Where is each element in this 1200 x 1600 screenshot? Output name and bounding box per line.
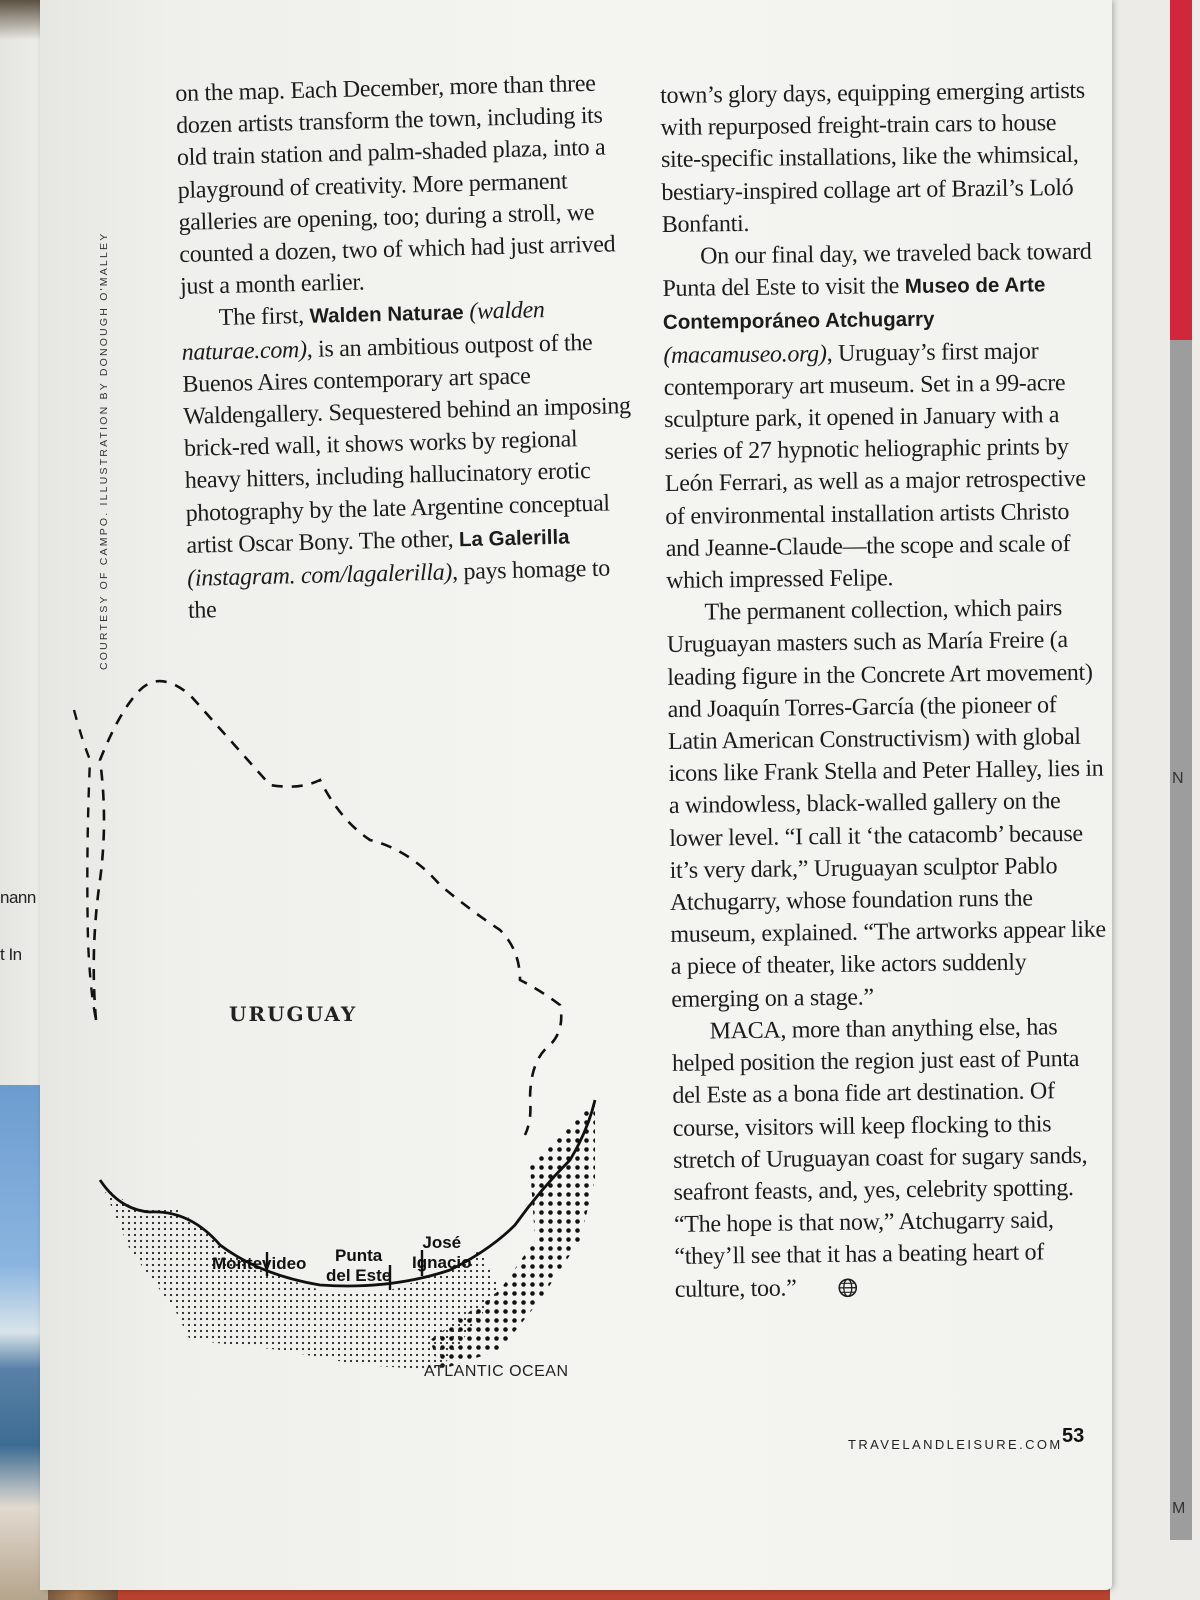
footer-website: TRAVELANDLEISURE.COM bbox=[848, 1437, 1063, 1452]
museum-name: Museo de Arte Contemporáneo Atchugarry bbox=[662, 273, 1046, 335]
ocean-stipple-south bbox=[100, 1180, 500, 1370]
right-page-text-fragment: N bbox=[1172, 770, 1184, 787]
paragraph: on the map. Each December, more than three dozen artists transform the town, including its old train station and palm-shaded plaza, into a playground of creativity. More permanent galleries are opening, too; during a stroll, we counted a dozen, two of which had just arrived just a month earlier. bbox=[175, 70, 616, 301]
right-page-text-fragment: M bbox=[1172, 1500, 1186, 1517]
map-city-montevideo: Montevideo bbox=[212, 1254, 307, 1273]
paragraph: The permanent collection, which pairs Uruguayan masters such as María Freire (a leading figure in the Concrete Art movement) and Joaquín Torres-García (the pioneer of Latin American Constructivism) with global icons like Frank Stella and Peter Halley, lies in a windowless, black-walled gallery on the lower level. “I call it ‘the catacomb’ because it’s very dark,” Uruguayan sculptor Pablo Atchugarry, whose foundation runs the museum, explained. “The artworks appear like a piece of theater, like actors suddenly emerging on a stage.” bbox=[666, 595, 1106, 1013]
map-country-label: URUGUAY bbox=[229, 1002, 358, 1026]
paragraph: MACA, more than anything else, has helped position the region just east of Punta del Este as a bona fide art destination. Of course, visitors will keep flocking to this stretch of Uruguayan coast for sugary sands, seafront feasts, and, yes, celebrity spotting. “The hope is that now,” Atchugarry said, “they’ll see that it has a beating heart of culture, too.” bbox=[671, 1010, 1115, 1308]
left-page-text-fragment: nann bbox=[0, 888, 36, 907]
left-column bbox=[175, 67, 638, 627]
left-page-text-fragment: t In bbox=[0, 945, 22, 964]
museum-url: (macamuseo.org) bbox=[663, 340, 827, 369]
gallery-name: Walden Naturae bbox=[309, 301, 464, 329]
photo-credit: COURTESY OF CAMPO. ILLUSTRATION BY DONOUGH O'MALLEY bbox=[98, 231, 110, 670]
paragraph: The first, Walden Naturae (walden naturae.com), is an ambitious outpost of the Buenos Aires contemporary art space Waldengallery. Sequestered behind an imposing brick-red wall, it shows works by regional heavy hitters, including hallucinatory erotic photography by the late Argentine conceptual artist Oscar Bony. The other, La Galerilla (instagram. com/lagalerilla), pays homage to the bbox=[181, 297, 632, 625]
uruguay-map bbox=[60, 650, 630, 1410]
map-ocean-label: ATLANTIC OCEAN bbox=[424, 1363, 569, 1380]
gallery-name: La Galerilla bbox=[458, 525, 570, 552]
right-column bbox=[660, 75, 1115, 1309]
gray-page-tab bbox=[1170, 340, 1192, 1540]
red-page-tab bbox=[1170, 0, 1192, 340]
facing-right-page bbox=[1110, 0, 1200, 1600]
paragraph: town’s glory days, equipping emerging artists with repurposed freight-train cars to house site-specific installations, like the whimsical, bestiary-inspired collage art of Brazil’s Loló Bonfanti. bbox=[660, 77, 1086, 238]
page-number: 53 bbox=[1062, 1425, 1085, 1447]
map-city-jose-ignacio: José Ignacio bbox=[412, 1233, 472, 1272]
gallery-url: (walden naturae.com) bbox=[181, 297, 545, 366]
globe-icon bbox=[799, 1274, 857, 1307]
gallery-url: (instagram. com/lagalerilla) bbox=[186, 559, 453, 592]
map-city-punta-del-este: Punta del Este bbox=[326, 1246, 392, 1285]
paragraph: On our final day, we traveled back toward Punta del Este to visit the Museo de Arte Contemporáneo Atchugarry (macamuseo.org), Uruguay’s first major contemporary art museum. Set in a 99-acre sculpture park, it opened in January with a series of 27 hypnotic heliographic prints by León Ferrari, as well as a major retrospective of environmental installation artists Christo and Jeanne-Claude—the scope and scale of which impressed Felipe. bbox=[662, 238, 1092, 595]
border-line bbox=[94, 681, 562, 1135]
